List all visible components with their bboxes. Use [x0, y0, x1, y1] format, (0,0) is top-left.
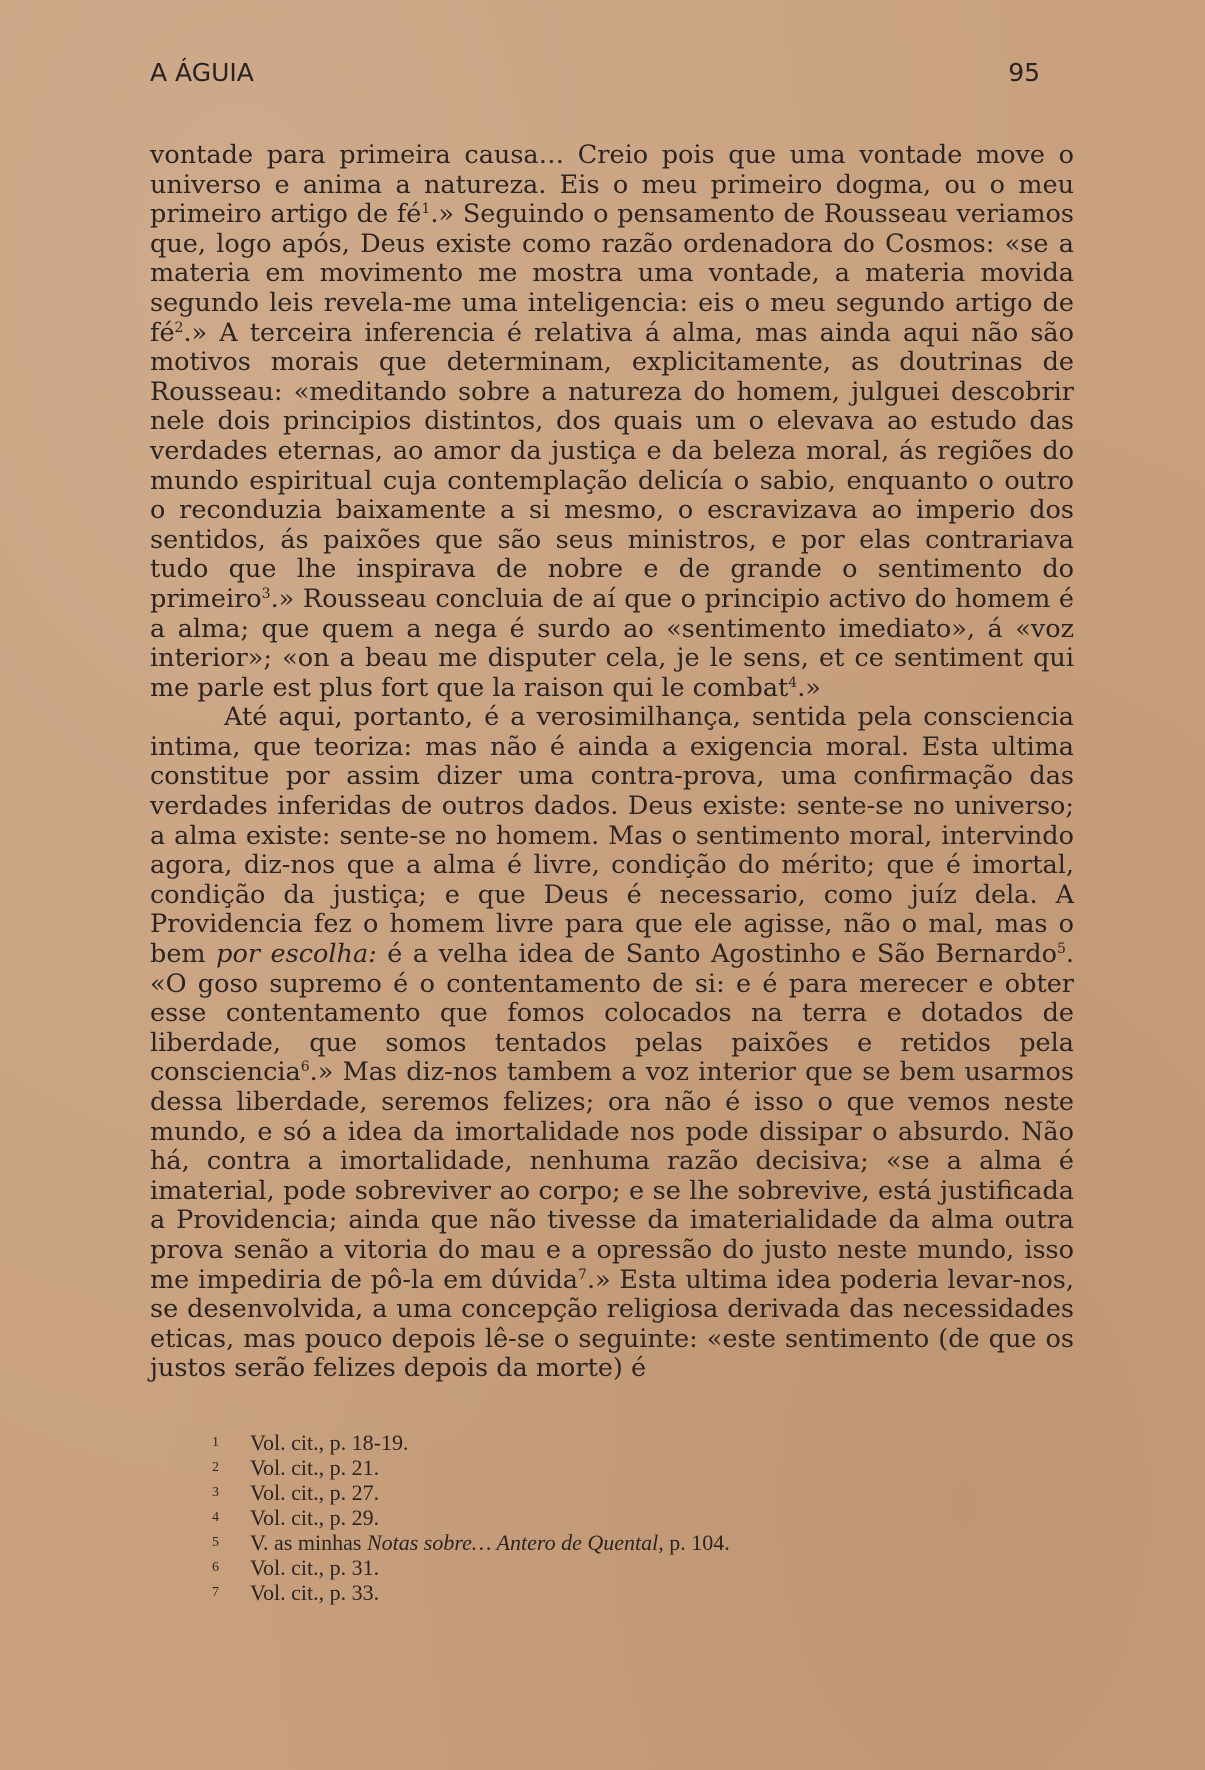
- footnote-6: [212, 1555, 972, 1580]
- text-run: .» A terceira inferencia é relativa á alma, mas ainda aqui não são motivos morais que determinam, explicitamente, as doutrinas de Rousseau: «meditando sobre a natureza do homem, julguei descobrir nele dois principios distintos, dos quais um o elevava ao estudo das verdades eternas, ao amor da justiça e da beleza moral, ás regiões do mundo espiritual cuja contemplação delicía o sabio, enquanto o outro o reconduzia baixamente a si mesmo, o escravizava ao imperio dos sentidos, ás paixões que são seus ministros, e por elas contrariava tudo que lhe inspirava de nobre e de grande o sentimento do primeiro: [150, 317, 1074, 614]
- footnote-text: Vol. cit., p. 27.: [250, 1480, 380, 1505]
- footnote-5: [212, 1530, 972, 1555]
- footnote-ref: 2: [174, 319, 184, 336]
- footnote-3: [212, 1480, 972, 1505]
- footnote-number: 3: [212, 1485, 219, 1500]
- text-run: .» Rousseau concluia de aí que o principio activo do homem é a alma; que quem a nega é surdo ao «sentimento imediato», á «voz interior»; «on a beau me disputer cela, je le sens, et ce sentiment qui me parle est plus fort que la raison qui le combat: [150, 583, 1074, 703]
- text-run: .» Mas diz-nos tambem a voz interior que se bem usarmos dessa liberdade, seremos felizes; ora não é isso o que vemos neste mundo, e só a idea da imortalidade nos pode dissipar o absurdo. Não há, contra a imortalidade, nenhuma razão decisiva; «se a alma é imaterial, pode sobreviver ao corpo; e se lhe sobrevive, está justificada a Providencia; ainda que não tivesse da imaterialidade da alma outra prova senão a vitoria do mau e a opressão do justo neste mundo, isso me impediria de pô-la em dúvida: [150, 1057, 1074, 1295]
- page-number: 95: [1008, 58, 1040, 87]
- italic-phrase: por escolha:: [216, 939, 377, 970]
- footnote-1: [212, 1430, 972, 1455]
- footnote-number: 4: [212, 1510, 219, 1525]
- footnote-number: 6: [212, 1560, 219, 1575]
- footnote-number: 7: [212, 1585, 219, 1600]
- footnote-text: [250, 1530, 730, 1555]
- footnotes: [212, 1430, 972, 1605]
- footnote-number: 2: [212, 1460, 219, 1475]
- text-run: Até aqui, portanto, é a verosimilhança, sentida pela consciencia intima, que teoriza: mas não é ainda a exigencia moral. Esta ultima constitue por assim dizer uma contra-prova, uma confirmação das verdades inferidas de outros dados. Deus existe: sente-se no universo; a alma existe: sente-se no homem. Mas o sentimento moral, intervindo agora, diz-nos que a alma é livre, condição do mérito; que é imortal, condição da justiça; e que Deus é necessario, como juíz dela. A Providencia fez o homem livre para que ele agisse, não o mal, mas o bem: [150, 702, 1074, 970]
- footnote-text: Vol. cit., p. 29.: [250, 1505, 380, 1530]
- footnote-7: [212, 1580, 972, 1605]
- footnote-text: Vol. cit., p. 18-19.: [250, 1430, 409, 1455]
- italic-title: Notas sobre… Antero de Quental,: [366, 1530, 664, 1555]
- body-text: [150, 141, 1074, 1384]
- text-run: .»: [797, 672, 821, 703]
- running-head: [150, 58, 1040, 87]
- footnote-text: Vol. cit., p. 31.: [250, 1555, 380, 1580]
- footnote-2: [212, 1455, 972, 1480]
- paragraph-1: [150, 141, 1074, 703]
- footnote-number: 5: [212, 1535, 219, 1550]
- text-run: vontade para primeira causa… Creio pois que uma vontade move o universo e anima a natureza. Eis o meu primeiro dogma, ou o meu primeiro artigo de fé: [150, 140, 1074, 230]
- journal-title: A ÁGUIA: [150, 58, 254, 87]
- footnote-ref: 7: [578, 1266, 587, 1283]
- text-run: .» Esta ultima idea poderia levar-nos, se desenvolvida, a uma concepção religiosa derivada das necessidades eticas, mas pouco depois lê-se o seguinte: «este sentimento (de que os justos serão felizes depois da morte) é: [150, 1264, 1074, 1384]
- footnote-text: Vol. cit., p. 33.: [250, 1580, 380, 1605]
- footnote-ref: 3: [261, 585, 271, 602]
- footnote-ref: 6: [300, 1059, 310, 1076]
- text-run: . «O goso supremo é o contentamento de si: e é para merecer e obter esse contentamento que fomos colocados na terra e dotados de liberdade, que somos tentados pelas paixões e retidos pela consciencia: [150, 939, 1075, 1088]
- footnote-ref: 1: [421, 201, 431, 218]
- text-run: .» Seguindo o pensamento de Rousseau veriamos que, logo após, Deus existe como razão ordenadora do Cosmos: «se a materia em movimento me mostra uma vontade, a materia movida segundo leis revela-me uma inteligencia: eis o meu segundo artigo de fé: [150, 199, 1074, 348]
- footnote-ref: 5: [1057, 941, 1066, 958]
- text-run: V. as minhas: [250, 1530, 362, 1555]
- text-run: é a velha idea de Santo Agostinho e São Bernardo: [387, 939, 1057, 970]
- footnote-text: Vol. cit., p. 21.: [250, 1455, 380, 1480]
- footnote-4: [212, 1505, 972, 1530]
- text-run: p. 104.: [669, 1530, 730, 1555]
- footnote-ref: 4: [788, 674, 798, 691]
- paragraph-2: [150, 703, 1074, 1384]
- footnote-number: 1: [212, 1435, 219, 1450]
